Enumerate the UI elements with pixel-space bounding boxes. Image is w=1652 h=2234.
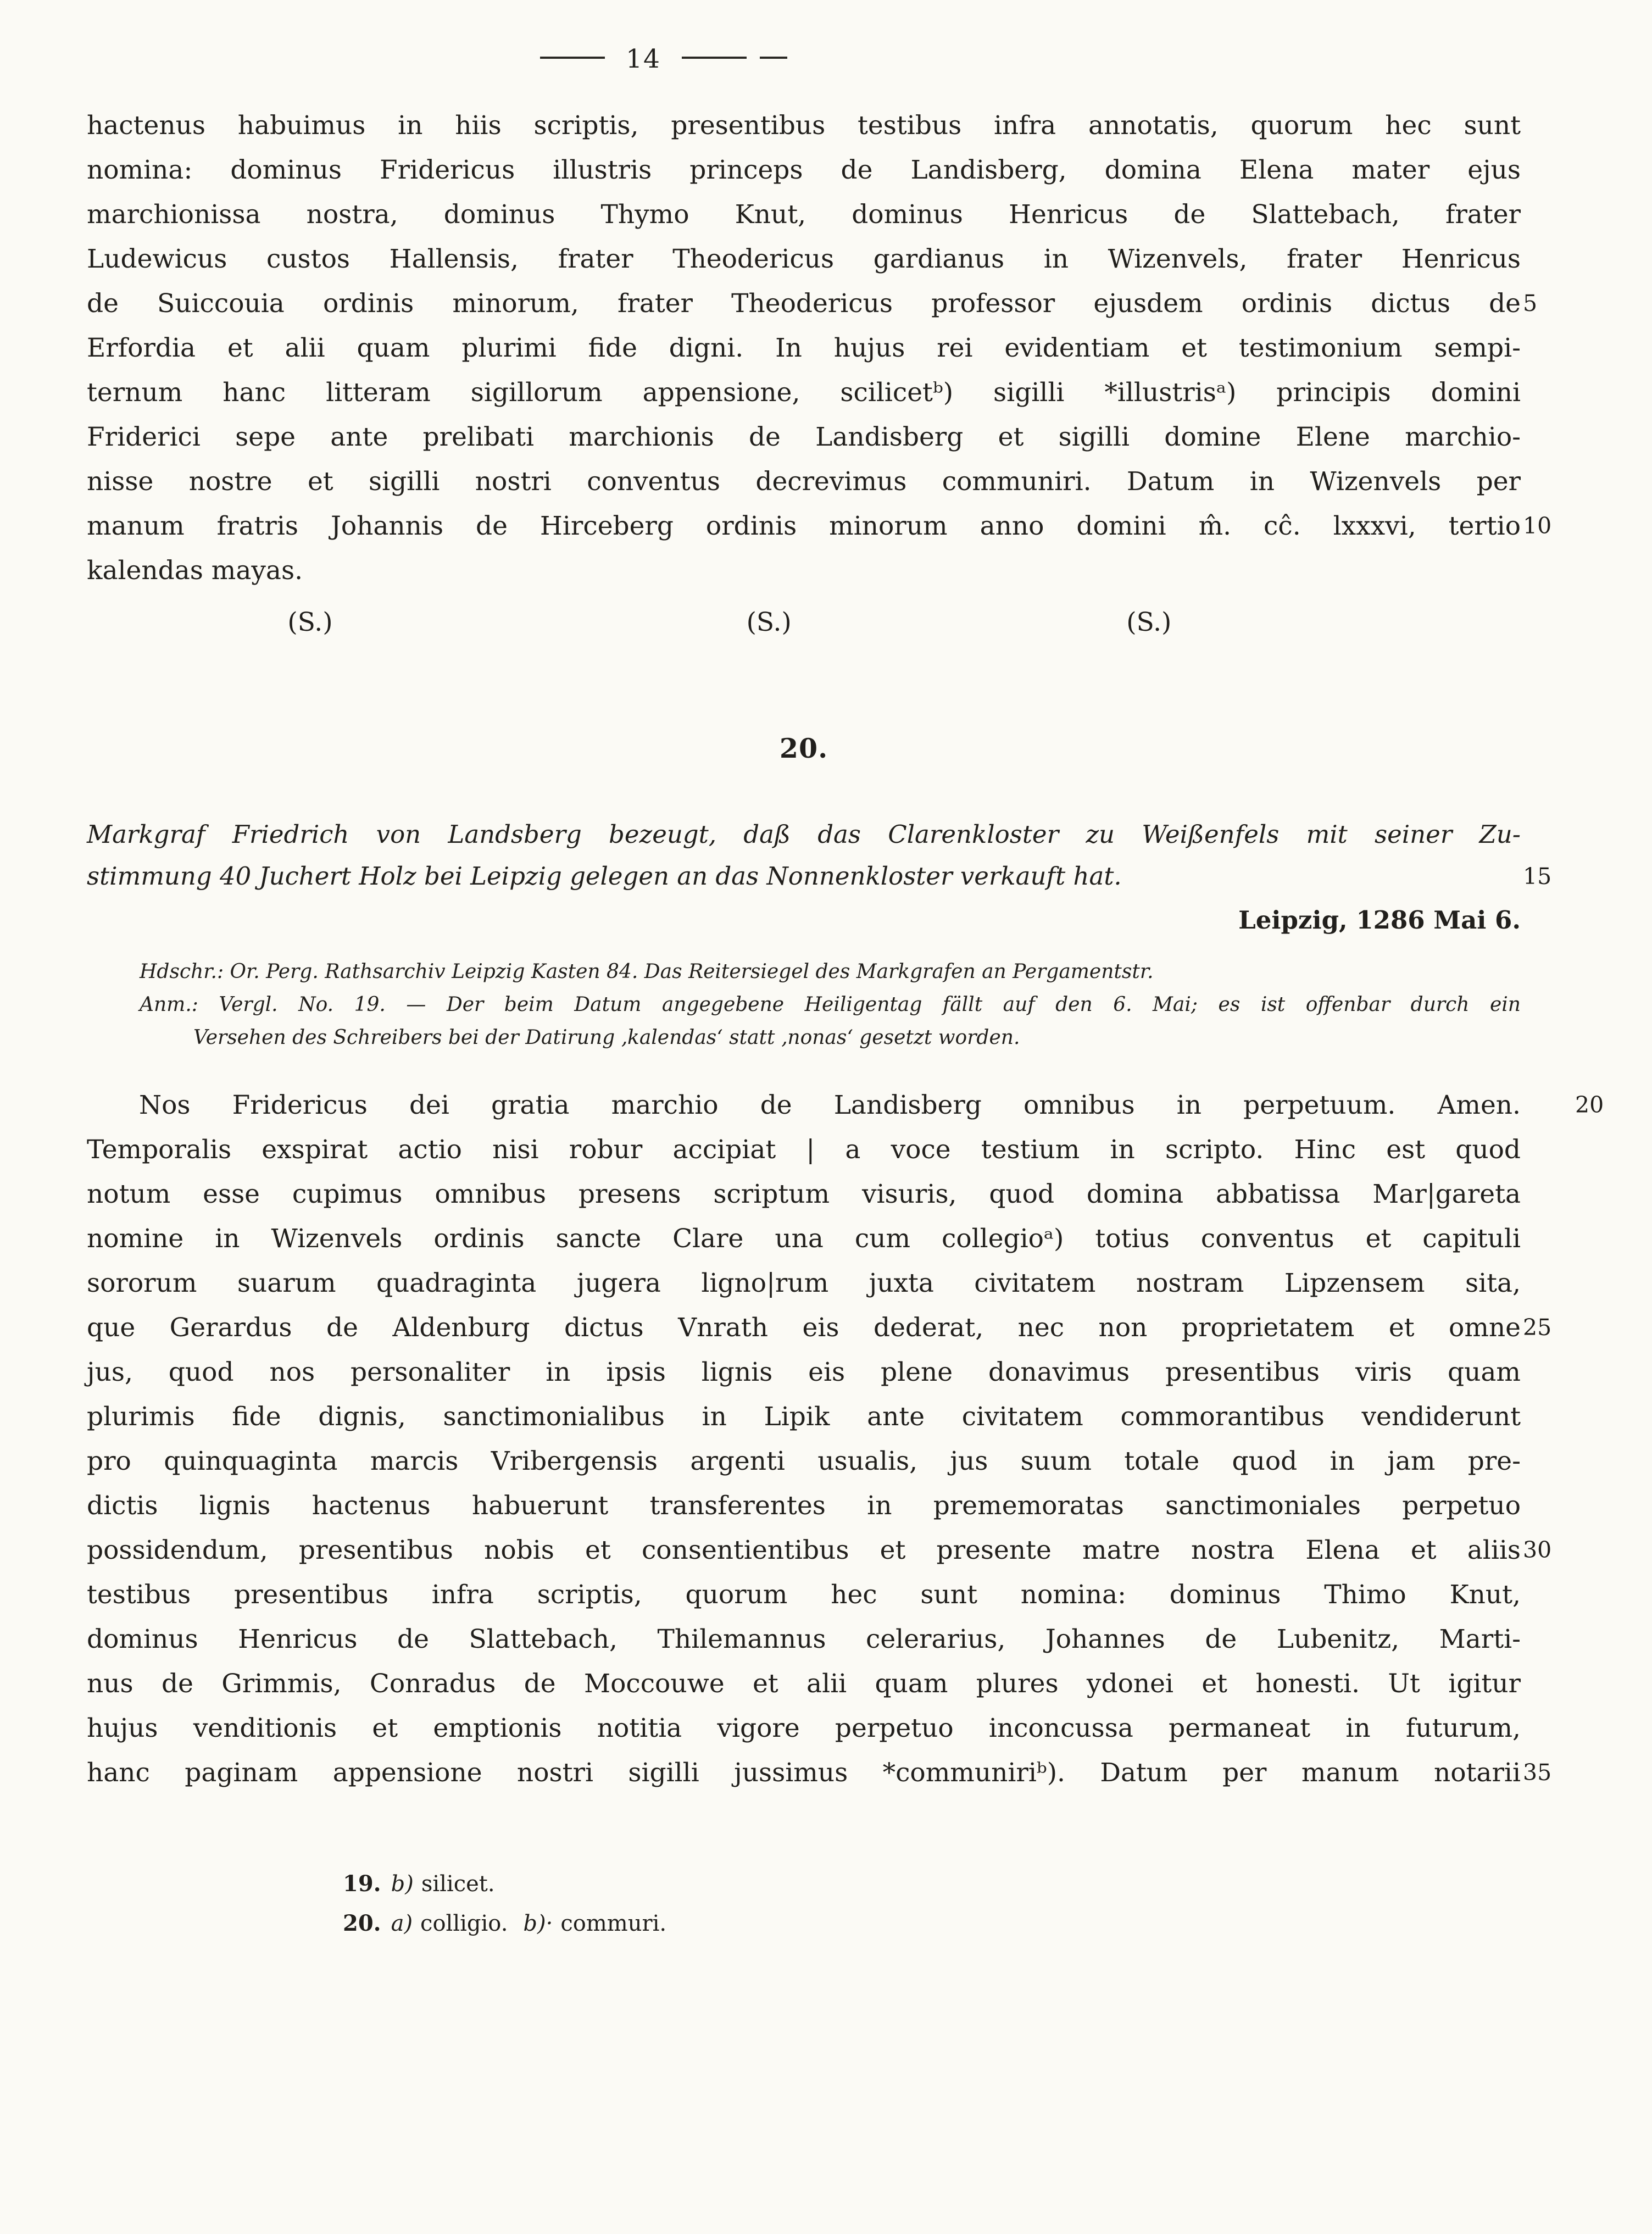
text-line [87, 1127, 1521, 1172]
text-line [87, 504, 1552, 548]
line-text: hactenus habuimus in hiis scriptis, presentibus testibus infra annotatis, quorum hec sunt [87, 110, 1521, 141]
text-line [87, 326, 1521, 370]
line-text: dominus Henricus de Slattebach, Thilemannus celerarius, Johannes de Lubenitz, Marti- [87, 1624, 1521, 1654]
text-line [87, 1661, 1521, 1706]
text-line [87, 281, 1538, 326]
margin-line-number: 25 [1523, 1314, 1552, 1341]
text-line [87, 370, 1521, 415]
seal-mark: (S.) [287, 607, 333, 637]
text-line [87, 148, 1521, 192]
seal-marks-row [87, 607, 1521, 655]
line-text: nisse nostre et sigilli nostri conventus decrevimus communiri. Datum in Wizenvels per [87, 466, 1521, 497]
line-text: hujus venditionis et emptionis notitia vigore perpetuo inconcussa permaneat in futurum, [87, 1713, 1521, 1743]
header-rule-left [540, 57, 605, 59]
text-line [87, 1572, 1521, 1617]
header-rule-right [682, 57, 747, 59]
line-text: Hdschr.: Or. Perg. Rathsarchiv Leipzig Kasten 84. Das Reitersiegel des Markgrafen an Pergamentstr. [140, 960, 1154, 983]
header-rule-right-short [760, 57, 787, 59]
line-text: stimmung 40 Juchert Holz bei Leipzig gelegen an das Nonnenkloster verkauft hat. [87, 862, 1122, 891]
document-19-continuation [87, 103, 1552, 593]
regest-line [87, 855, 1552, 897]
line-text: Temporalis exspirat actio nisi robur accipiat | a voce testium in scripto. Hinc est quod [87, 1135, 1521, 1165]
text-line [87, 1617, 1521, 1661]
text-line [87, 415, 1521, 459]
line-text: testibus presentibus infra scriptis, quorum hec sunt nomina: dominus Thimo Knut, [87, 1580, 1521, 1610]
text-line [87, 1394, 1521, 1439]
line-text: marchionissa nostra, dominus Thymo Knut, dominus Henricus de Slattebach, frater [87, 199, 1521, 230]
text-line [87, 459, 1521, 504]
text-line [87, 1483, 1521, 1528]
text-line [87, 1750, 1552, 1795]
line-text: kalendas mayas. [87, 555, 303, 586]
footnote-text: silicet. [421, 1871, 495, 1897]
line-text: de Suiccouia ordinis minorum, frater Theodericus professor ejusdem ordinis dictus de [87, 288, 1521, 319]
document-20-heading: 20. [779, 732, 828, 764]
text-line [87, 1261, 1521, 1305]
line-text: Friderici sepe ante prelibati marchionis de Landisberg et sigilli domine Elene marchio- [87, 422, 1521, 452]
margin-line-number: 5 [1523, 290, 1538, 316]
line-text: ternum hanc litteram sigillorum appensione, scilicetᵇ) sigilli *illustrisᵃ) principis domini [87, 377, 1521, 408]
line-text: Nos Fridericus dei gratia marchio de Landisberg omnibus in perpetuum. Amen. [139, 1090, 1521, 1120]
line-text: plurimis fide dignis, sanctimonialibus in Lipik ante civitatem commorantibus vendiderunt [87, 1402, 1521, 1432]
line-text: nomina: dominus Fridericus illustris princeps de Landisberg, domina Elena mater ejus [87, 155, 1521, 185]
text-line [87, 1439, 1521, 1483]
line-text: Anm.: Vergl. No. 19. — Der beim Datum angegebene Heiligentag fällt auf den 6. Mai; es ist offenbar durch ein [140, 993, 1521, 1016]
text-line [87, 1528, 1552, 1572]
text-line [87, 1350, 1521, 1394]
footnote-line [343, 1904, 1521, 1943]
margin-line-number: 20 [1575, 1092, 1604, 1118]
line-text: jus, quod nos personaliter in ipsis lignis eis plene donavimus presentibus viris quam [87, 1357, 1521, 1387]
seal-mark: (S.) [1126, 607, 1172, 637]
line-text: sororum suarum quadraginta jugera ligno|rum juxta civitatem nostram Lipzensem sita, [87, 1268, 1521, 1298]
source-notes [87, 955, 1521, 1054]
text-line [87, 1083, 1604, 1127]
line-text: hanc paginam appensione nostri sigilli jussimus *communiriᵇ). Datum per manum notarii [87, 1758, 1521, 1788]
line-text: Erfordia et alii quam plurimi fide digni. In hujus rei evidentiam et testimonium sempi- [87, 333, 1521, 363]
text-line [87, 1172, 1521, 1216]
line-text: que Gerardus de Aldenburg dictus Vnrath eis dederat, nec non proprietatem et omne [87, 1313, 1521, 1343]
footnote-text: colligio. [420, 1911, 508, 1936]
text-line [87, 1305, 1552, 1350]
note-line [140, 1021, 1521, 1054]
footnote-marker: b)· [523, 1911, 553, 1936]
margin-line-number: 35 [1523, 1759, 1552, 1786]
footnotes [87, 1864, 1521, 1943]
document-20-regest [87, 814, 1552, 941]
margin-line-number: 30 [1523, 1537, 1552, 1563]
regest-line [87, 814, 1521, 855]
line-text: notum esse cupimus omnibus presens scriptum visuris, quod domina abbatissa Mar|gareta [87, 1179, 1521, 1209]
line-text: Versehen des Schreibers bei der Datirung ‚kalendas‘ statt ‚nonas‘ gesetzt worden. [193, 1026, 1020, 1049]
text-line [87, 237, 1521, 281]
line-text: Markgraf Friedrich von Landsberg bezeugt, daß das Clarenkloster zu Weißenfels mit seiner Zu- [87, 820, 1521, 849]
text-line [87, 1706, 1521, 1750]
page-number: 14 [626, 44, 661, 74]
footnote-marker: b) [391, 1871, 414, 1897]
line-text: possidendum, presentibus nobis et consentientibus et presente matre nostra Elena et aliis [87, 1535, 1521, 1565]
line-text: pro quinquaginta marcis Vribergensis argenti usualis, jus suum totale quod in jam pre- [87, 1446, 1521, 1476]
footnote-text: commuri. [560, 1911, 667, 1936]
text-line [87, 548, 1521, 593]
note-line [140, 955, 1521, 988]
text-line [87, 192, 1521, 237]
document-20-text [87, 1083, 1604, 1795]
margin-line-number: 10 [1523, 513, 1552, 539]
footnote-marker: a) [391, 1911, 413, 1936]
line-text: Ludewicus custos Hallensis, frater Theodericus gardianus in Wizenvels, frater Henricus [87, 244, 1521, 274]
line-text: manum fratris Johannis de Hirceberg ordinis minorum anno domini m̂. cĉ. lxxxvi, tertio [87, 511, 1521, 541]
line-text: nomine in Wizenvels ordinis sancte Clare una cum collegioᵃ) totius conventus et capituli [87, 1224, 1521, 1254]
note-line [140, 988, 1521, 1021]
text-line [87, 103, 1521, 148]
footnote-line [343, 1864, 1521, 1904]
footnote-number: 19. [343, 1871, 381, 1897]
date-line: Leipzig, 1286 Mai 6. [1238, 905, 1521, 935]
line-text: nus de Grimmis, Conradus de Moccouwe et alii quam plures ydonei et honesti. Ut igitur [87, 1669, 1521, 1699]
footnote-number: 20. [343, 1910, 381, 1936]
seal-mark: (S.) [746, 607, 792, 637]
page-header [0, 44, 1381, 79]
margin-line-number: 15 [1523, 863, 1552, 890]
text-line [87, 1216, 1521, 1261]
line-text: dictis lignis hactenus habuerunt transferentes in prememoratas sanctimoniales perpetuo [87, 1491, 1521, 1521]
